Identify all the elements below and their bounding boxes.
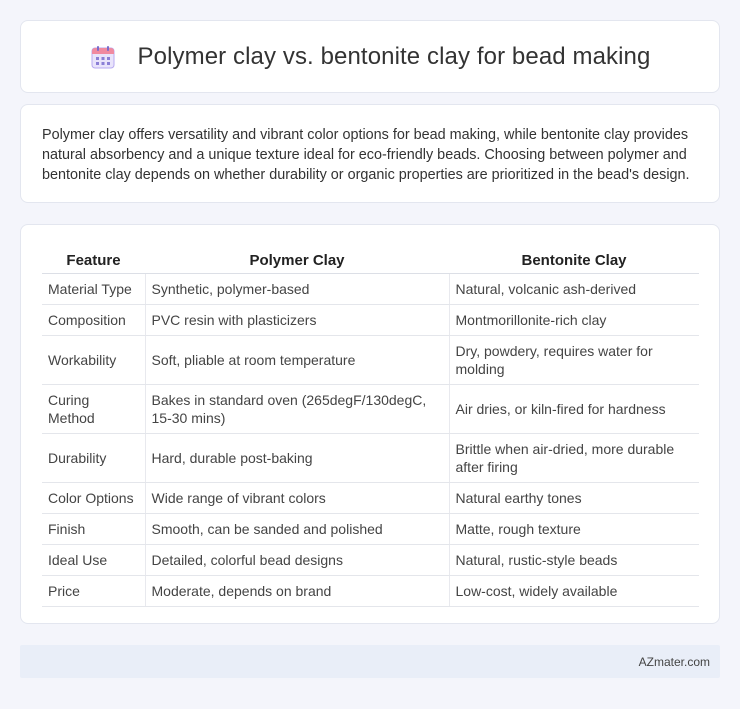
summary-text: Polymer clay offers versatility and vibrant color options for bead making, while bentonite clay provides natural absorbency and a unique texture ideal for eco-friendly beads. Choosing between polymer and bentonite clay depends on whether durability or organic properties are prioritized in the bead's design. [42,127,690,183]
footer [20,645,720,678]
feature-cell: Ideal Use [42,544,145,575]
table-row [42,513,699,544]
feature-cell: Material Type [42,273,145,304]
feature-cell: Workability [42,335,145,384]
bentonite-cell: Montmorillonite-rich clay [449,304,699,335]
table-row [42,544,699,575]
polymer-cell: Detailed, colorful bead designs [145,544,449,575]
bentonite-cell: Natural earthy tones [449,482,699,513]
bentonite-cell: Natural, volcanic ash-derived [449,273,699,304]
polymer-cell: Soft, pliable at room temperature [145,335,449,384]
table-row [42,384,699,433]
table-row [42,304,699,335]
comparison-table [42,245,699,607]
bentonite-cell: Air dries, or kiln-fired for hardness [449,384,699,433]
feature-cell: Color Options [42,482,145,513]
page-title: Polymer clay vs. bentonite clay for bead making [137,42,651,70]
header-feature: Feature [42,245,145,273]
table-row [42,335,699,384]
header-bentonite-clay: Bentonite Clay [449,245,699,273]
feature-cell: Curing Method [42,384,145,433]
bentonite-cell: Brittle when air-dried, more durable after firing [449,433,699,482]
title-card [20,20,720,93]
calendar-icon [90,44,116,70]
footer-site-link[interactable]: AZmater.com [638,654,710,669]
bentonite-cell: Natural, rustic-style beads [449,544,699,575]
polymer-cell: PVC resin with plasticizers [145,304,449,335]
table-row [42,482,699,513]
polymer-cell: Smooth, can be sanded and polished [145,513,449,544]
feature-cell: Composition [42,304,145,335]
bentonite-cell: Matte, rough texture [449,513,699,544]
polymer-cell: Wide range of vibrant colors [145,482,449,513]
feature-cell: Price [42,575,145,606]
table-row [42,433,699,482]
feature-cell: Durability [42,433,145,482]
feature-cell: Finish [42,513,145,544]
polymer-cell: Synthetic, polymer-based [145,273,449,304]
polymer-cell: Bakes in standard oven (265degF/130degC, 15-30 mins) [145,384,449,433]
bentonite-cell: Dry, powdery, requires water for molding [449,335,699,384]
summary-card [20,104,720,203]
polymer-cell: Hard, durable post-baking [145,433,449,482]
comparison-table-card [20,224,720,624]
table-row [42,273,699,304]
polymer-cell: Moderate, depends on brand [145,575,449,606]
table-row [42,575,699,606]
bentonite-cell: Low-cost, widely available [449,575,699,606]
header-polymer-clay: Polymer Clay [145,245,449,273]
table-header-row [42,245,699,273]
